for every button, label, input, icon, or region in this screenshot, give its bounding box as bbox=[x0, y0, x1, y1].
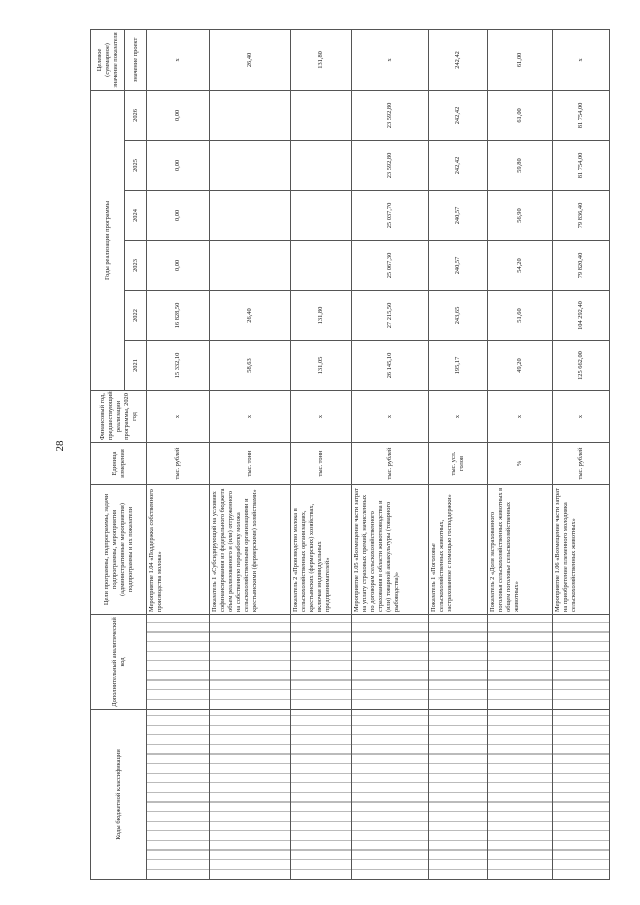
goal-text: Показатель 2 «Доля застрахованного поголовья сельскохозяйственных животных в общем поголовье сельскохозяйственных животных» bbox=[488, 485, 553, 615]
year-value: 54,20 bbox=[488, 241, 553, 291]
year-header: 2024 bbox=[125, 191, 147, 241]
target-value: x bbox=[352, 29, 429, 90]
fin-year-cell: x bbox=[147, 391, 210, 443]
fin-year-cell: x bbox=[488, 391, 553, 443]
additional-code-cells bbox=[488, 615, 553, 710]
goal-text: Мероприятие 1.04 «Поддержка собственного производства молока» bbox=[147, 485, 210, 615]
budget-code-cells bbox=[147, 710, 210, 880]
year-value: 81 754,00 bbox=[553, 90, 610, 140]
additional-code-cells bbox=[553, 615, 610, 710]
year-value: 59,80 bbox=[488, 141, 553, 191]
year-value: 56,90 bbox=[488, 191, 553, 241]
budget-code-cells bbox=[429, 710, 488, 880]
additional-code-cells bbox=[291, 615, 352, 710]
year-value: 125 662,00 bbox=[553, 341, 610, 391]
fin-year-cell: x bbox=[352, 391, 429, 443]
unit-cell: тыс. рублей bbox=[147, 443, 210, 485]
additional-code-cells bbox=[429, 615, 488, 710]
year-value: 27 215,50 bbox=[352, 291, 429, 341]
year-value: 104 292,40 bbox=[553, 291, 610, 341]
year-value bbox=[291, 90, 352, 140]
unit-cell: тыс. рублей bbox=[352, 443, 429, 485]
year-value bbox=[291, 191, 352, 241]
fin-year-cell: x bbox=[209, 391, 290, 443]
year-value: 195,17 bbox=[429, 341, 488, 391]
year-header: 2026 bbox=[125, 90, 147, 140]
year-value: 25 067,30 bbox=[352, 241, 429, 291]
year-value: 0,00 bbox=[147, 241, 210, 291]
years-group-header: Годы реализации программы bbox=[91, 90, 125, 390]
year-header: 2022 bbox=[125, 291, 147, 341]
goal-text: Показатель 1 «Субсидирующий на условиях софинансирования из федерального бюджета объем реализованного и (или) отгруженного на собственную переработку молока сельскохозяйственными организациями и крестьянскими (фермерскими) хозяйствами» bbox=[209, 485, 290, 615]
unit-cell: тыс. тонн bbox=[291, 443, 352, 485]
year-value: 15 332,10 bbox=[147, 341, 210, 391]
budget-code-cells bbox=[352, 710, 429, 880]
program-budget-table bbox=[90, 29, 610, 880]
year-value: 0,00 bbox=[147, 90, 210, 140]
year-value: 81 754,00 bbox=[553, 141, 610, 191]
year-value bbox=[209, 241, 290, 291]
additional-code-cells bbox=[352, 615, 429, 710]
target-value: 26,40 bbox=[209, 29, 290, 90]
year-value: 25 037,70 bbox=[352, 191, 429, 241]
table-row bbox=[488, 29, 553, 879]
year-value bbox=[209, 191, 290, 241]
year-value: 26,40 bbox=[209, 291, 290, 341]
additional-code-cells bbox=[209, 615, 290, 710]
target-value: x bbox=[147, 29, 210, 90]
year-value bbox=[209, 141, 290, 191]
year-value: 240,57 bbox=[429, 191, 488, 241]
table-row bbox=[209, 29, 290, 879]
goal-text: Мероприятие 1.05 «Возмещение части затрат на уплату страховых премий, начисленных по договорам сельскохозяйственного страхования в области животноводства и (или) товарной аквакультуры (товарного рыбоводства)» bbox=[352, 485, 429, 615]
year-value: 49,20 bbox=[488, 341, 553, 391]
year-value: 51,60 bbox=[488, 291, 553, 341]
unit-cell: тыс. усл. голов bbox=[429, 443, 488, 485]
year-value: 79 836,40 bbox=[553, 191, 610, 241]
budget-code-cells bbox=[553, 710, 610, 880]
year-value: 131,05 bbox=[291, 341, 352, 391]
year-value: 79 820,40 bbox=[553, 241, 610, 291]
year-value bbox=[291, 141, 352, 191]
year-value bbox=[209, 90, 290, 140]
budget-code-cells bbox=[209, 710, 290, 880]
table-row bbox=[352, 29, 429, 879]
fin-year-cell: x bbox=[553, 391, 610, 443]
target-subheader: значение проект bbox=[125, 29, 147, 90]
target-value: x bbox=[553, 29, 610, 90]
year-value: 58,63 bbox=[209, 341, 290, 391]
unit-cell: тыс. тонн bbox=[209, 443, 290, 485]
page-number: 28 bbox=[54, 440, 66, 452]
year-value: 26 145,10 bbox=[352, 341, 429, 391]
budget-code-cells bbox=[488, 710, 553, 880]
target-value: 131,80 bbox=[291, 29, 352, 90]
table-row bbox=[429, 29, 488, 879]
year-header: 2025 bbox=[125, 141, 147, 191]
additional-code-cells bbox=[147, 615, 210, 710]
year-value: 23 592,80 bbox=[352, 90, 429, 140]
goal-text: Показатель 1 «Поголовье сельскохозяйственных животных, застрахованное с помощью господдержки» bbox=[429, 485, 488, 615]
fin-year-cell: x bbox=[291, 391, 352, 443]
rotated-table-wrapper bbox=[90, 30, 610, 880]
year-value: 242,42 bbox=[429, 90, 488, 140]
year-value: 242,42 bbox=[429, 141, 488, 191]
unit-cell: тыс. рублей bbox=[553, 443, 610, 485]
budget-code-cells bbox=[291, 710, 352, 880]
fin-year-header: Финансовый год, предшествующий реализации программы, 2020 год bbox=[91, 391, 147, 443]
unit-cell: % bbox=[488, 443, 553, 485]
year-value: 0,00 bbox=[147, 191, 210, 241]
year-value: 23 592,80 bbox=[352, 141, 429, 191]
year-header: 2021 bbox=[125, 341, 147, 391]
year-value: 0,00 bbox=[147, 141, 210, 191]
table-row bbox=[147, 29, 210, 879]
table-row bbox=[553, 29, 610, 879]
additional-codes-header: Дополнительный аналитический код bbox=[91, 615, 147, 710]
target-value: 242,42 bbox=[429, 29, 488, 90]
table-row bbox=[291, 29, 352, 879]
target-value: 61,00 bbox=[488, 29, 553, 90]
goal-text: Показатель 2 «Производство молока в сельскохозяйственных организациях, крестьянских (фермерских) хозяйствах, включая индивидуальных предпринимателей» bbox=[291, 485, 352, 615]
year-value: 61,00 bbox=[488, 90, 553, 140]
fin-year-cell: x bbox=[429, 391, 488, 443]
year-value bbox=[291, 241, 352, 291]
goal-text: Мероприятие 1.06 «Возмещение части затрат на приобретение племенного молодняка сельскохозяйственных животных» bbox=[553, 485, 610, 615]
goals-header: Цели программы, подпрограммы, задачи подпрограммы, мероприятия (административные мероприятия) подпрограммы и их показатели bbox=[91, 485, 147, 615]
budget-codes-header: Коды бюджетной классификации bbox=[91, 710, 147, 880]
year-header: 2023 bbox=[125, 241, 147, 291]
year-value: 131,80 bbox=[291, 291, 352, 341]
unit-header: Единица измерения bbox=[91, 443, 147, 485]
target-header: Целевое (суммарное) значение показателя bbox=[91, 29, 125, 90]
year-value: 16 828,50 bbox=[147, 291, 210, 341]
year-value: 243,65 bbox=[429, 291, 488, 341]
year-value: 240,57 bbox=[429, 241, 488, 291]
